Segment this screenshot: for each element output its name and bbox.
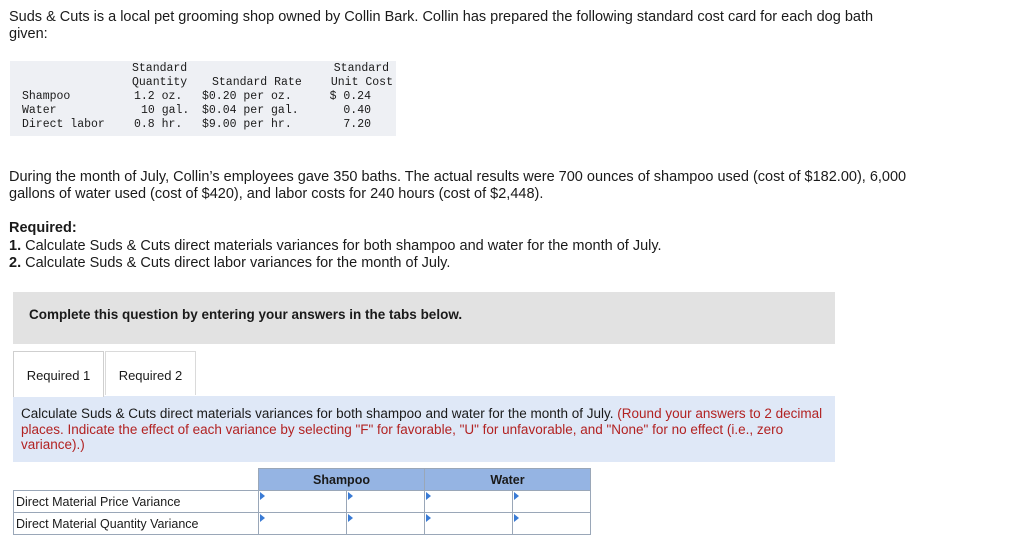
input-marker-icon bbox=[426, 514, 431, 522]
row-qty: 0.8 hr. bbox=[134, 118, 183, 131]
header-quantity: Quantity bbox=[132, 76, 188, 89]
shampoo-quantity-variance-cell bbox=[259, 513, 347, 535]
water-price-effect-cell bbox=[513, 491, 591, 513]
water-quantity-effect-cell bbox=[513, 513, 591, 535]
row-rate: $0.20 per oz. bbox=[202, 90, 292, 103]
shampoo-price-variance-cell bbox=[259, 491, 347, 513]
water-price-effect-select[interactable] bbox=[513, 492, 590, 512]
water-price-variance-input[interactable] bbox=[425, 492, 512, 512]
dropdown-marker-icon bbox=[348, 492, 353, 500]
row-item: Direct labor bbox=[22, 118, 105, 131]
water-quantity-variance-input[interactable] bbox=[425, 514, 512, 534]
shampoo-quantity-effect-select[interactable] bbox=[347, 514, 424, 534]
answer-table-corner bbox=[14, 469, 259, 491]
input-marker-icon bbox=[260, 514, 265, 522]
row-qty: 10 gal. bbox=[141, 104, 190, 117]
required-item-1-number: 1. bbox=[9, 237, 22, 254]
input-marker-icon bbox=[426, 492, 431, 500]
water-quantity-variance-cell bbox=[425, 513, 513, 535]
header-standard-qty: Standard bbox=[132, 62, 188, 75]
instruction-text: Calculate Suds & Cuts direct materials variances for both shampoo and water for the month of July. bbox=[21, 406, 614, 421]
required-item-1: Calculate Suds & Cuts direct materials variances for both shampoo and water for the month of July. bbox=[21, 237, 662, 254]
tab-instructions bbox=[13, 396, 835, 462]
shampoo-quantity-variance-input[interactable] bbox=[259, 514, 346, 534]
row-qty: 1.2 oz. bbox=[134, 90, 183, 103]
water-quantity-effect-select[interactable] bbox=[513, 514, 590, 534]
required-item-2-number: 2. bbox=[9, 255, 22, 271]
shampoo-price-effect-select[interactable] bbox=[347, 492, 424, 512]
instructions-banner: Complete this question by entering your answers in the tabs below. bbox=[13, 292, 835, 344]
shampoo-price-variance-input[interactable] bbox=[259, 492, 346, 512]
column-header-shampoo: Shampoo bbox=[259, 469, 425, 491]
required-section bbox=[9, 220, 929, 273]
tab-required-2[interactable]: Required 2 bbox=[105, 351, 196, 395]
row-unit: 0.40 bbox=[343, 104, 371, 117]
problem-intro: Suds & Cuts is a local pet grooming shop owned by Collin Bark. Collin has prepared the following standard cost card for each dog bath given: bbox=[9, 9, 874, 42]
dropdown-marker-icon bbox=[514, 514, 519, 522]
row-rate: $9.00 per hr. bbox=[202, 118, 292, 131]
instruction-hint: (Round your answers to 2 decimal places. Indicate the effect of each variance by selecting "F" for favorable, "U" for unfavorable, and "None" for no effect (i.e., zero variance).) bbox=[21, 406, 823, 452]
shampoo-quantity-effect-cell bbox=[347, 513, 425, 535]
row-item: Shampoo bbox=[22, 90, 71, 103]
header-standard-unit: Standard bbox=[333, 62, 389, 75]
row-item: Water bbox=[22, 104, 57, 117]
answer-table bbox=[13, 468, 591, 535]
shampoo-price-effect-cell bbox=[347, 491, 425, 513]
dropdown-marker-icon bbox=[514, 492, 519, 500]
required-heading: Required: bbox=[9, 220, 77, 236]
water-price-variance-cell bbox=[425, 491, 513, 513]
row-label-quantity-variance: Direct Material Quantity Variance bbox=[14, 513, 259, 535]
row-unit: 7.20 bbox=[343, 118, 371, 131]
row-rate: $0.04 per gal. bbox=[202, 104, 299, 117]
header-unit-cost: Unit Cost bbox=[330, 76, 393, 89]
problem-paragraph: During the month of July, Collin’s employees gave 350 baths. The actual results were 700 ounces of shampoo used (cost of $182.00), 6,000 gallons of water used (cost of $420), and labor costs for 240 hours (cost of $2,448). bbox=[9, 169, 907, 202]
header-rate: Standard Rate bbox=[212, 76, 302, 89]
standard-cost-card bbox=[10, 61, 396, 136]
row-unit: $ 0.24 bbox=[329, 90, 371, 103]
tab-required-1[interactable]: Required 1 bbox=[13, 351, 104, 397]
input-marker-icon bbox=[260, 492, 265, 500]
dropdown-marker-icon bbox=[348, 514, 353, 522]
row-label-price-variance: Direct Material Price Variance bbox=[14, 491, 259, 513]
column-header-water: Water bbox=[425, 469, 591, 491]
required-item-2: Calculate Suds & Cuts direct labor variances for the month of July. bbox=[21, 255, 451, 271]
